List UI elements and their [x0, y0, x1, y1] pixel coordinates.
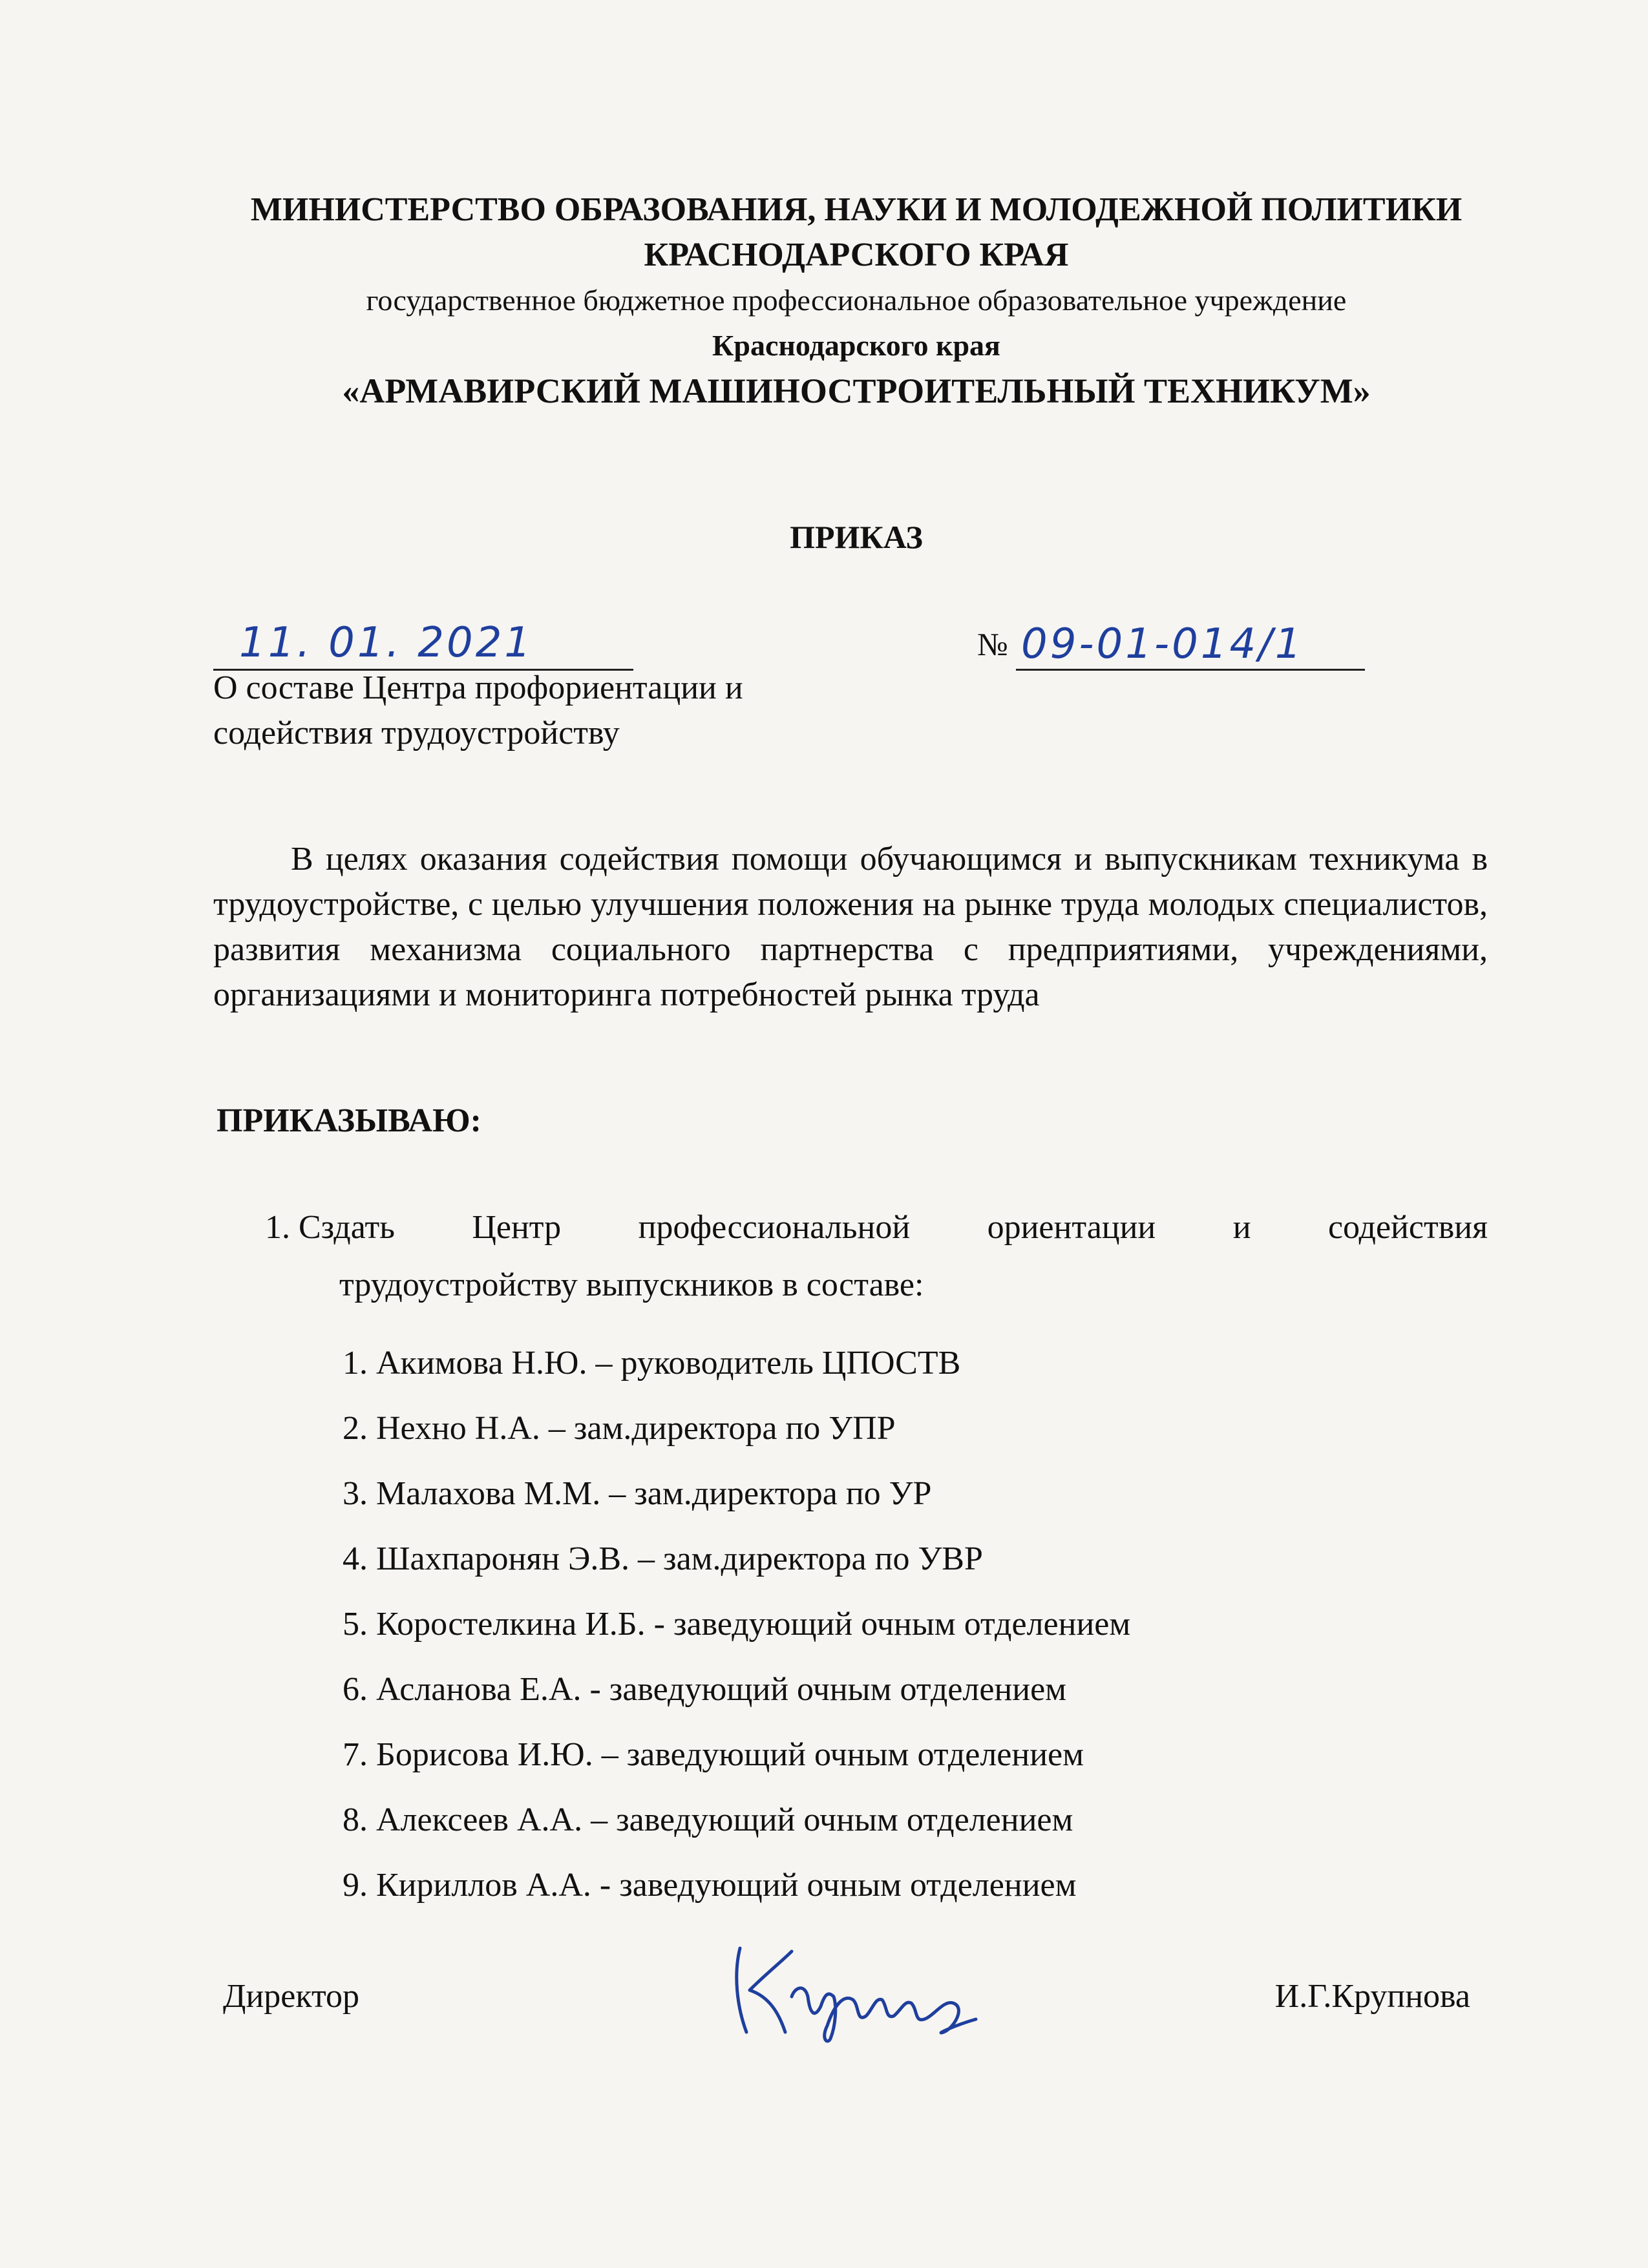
member-item: 8. Алексеев А.А. – заведующий очным отделением [343, 1801, 1073, 1838]
ministry-line-1: МИНИСТЕРСТВО ОБРАЗОВАНИЯ, НАУКИ И МОЛОДЕЖНОЙ ПОЛИТИКИ [250, 191, 1463, 228]
order-subject [213, 666, 743, 756]
order-item-1 [265, 1208, 1488, 1304]
member-item: 7. Борисова И.Ю. – заведующий очным отделением [343, 1736, 1084, 1773]
member-item: 5. Коростелкина И.Б. - заведующий очным отделением [343, 1606, 1131, 1643]
ministry-line-2: КРАСНОДАРСКОГО КРАЯ [644, 236, 1069, 273]
preamble-paragraph: В целях оказания содействия помощи обучающимся и выпускникам техникума в трудоустройстве, с целью улучшения положения на рынке труда молодых специалистов, развития механизма социального партнерства с предприятиями, учреждениями, организациями и мониторинга потребностей рынка труда [213, 841, 1488, 1013]
member-item: 2. Нехно Н.А. – зам.директора по УПР [343, 1410, 896, 1447]
order-number-label: № [977, 626, 1008, 662]
institution-name: «АРМАВИРСКИЙ МАШИНОСТРОИТЕЛЬНЫЙ ТЕХНИКУМ» [342, 372, 1371, 410]
member-item: 9. Кириллов А.А. - заведующий очным отделением [343, 1867, 1077, 1904]
order-date: 11. 01. 2021 [239, 619, 534, 667]
item-1-word: Центр [472, 1209, 562, 1246]
institution-type: государственное бюджетное профессиональное образовательное учреждение [366, 284, 1347, 317]
item-1-word: содействия [1327, 1209, 1488, 1246]
document-header [162, 187, 1551, 414]
order-item-1-first-line [265, 1208, 1488, 1246]
order-item-1-continuation: трудоустройству выпускников в составе: [339, 1266, 924, 1303]
subject-line-1: О составе Центра профориентации и [213, 669, 743, 706]
signer-name: И.Г.Крупнова [1274, 1978, 1470, 2015]
item-1-word: ориентации [987, 1209, 1156, 1246]
subject-line-2: содействия трудоустройству [213, 715, 620, 751]
member-item: 4. Шахпаронян Э.В. – зам.директора по УВР [343, 1540, 983, 1577]
order-word: ПРИКАЗЫВАЮ: [217, 1102, 481, 1139]
member-item: 3. Малахова М.М. – зам.директора по УР [343, 1475, 932, 1512]
member-item: 6. Асланова Е.А. - заведующий очным отделением [343, 1671, 1067, 1708]
member-item: 1. Акимова Н.Ю. – руководитель ЦПОСТВ [343, 1345, 961, 1381]
signer-position: Директор [223, 1978, 359, 2015]
item-1-word: и [1232, 1209, 1251, 1246]
handwritten-signature [721, 1935, 992, 2045]
region: Краснодарского края [712, 329, 1000, 362]
order-number: 09-01-014/1 [1021, 620, 1304, 668]
item-1-number-word: 1. Сздать [265, 1209, 395, 1246]
document-title: ПРИКАЗ [790, 519, 923, 555]
members-list [343, 1344, 1130, 1931]
item-1-word: профессиональной [638, 1209, 911, 1246]
